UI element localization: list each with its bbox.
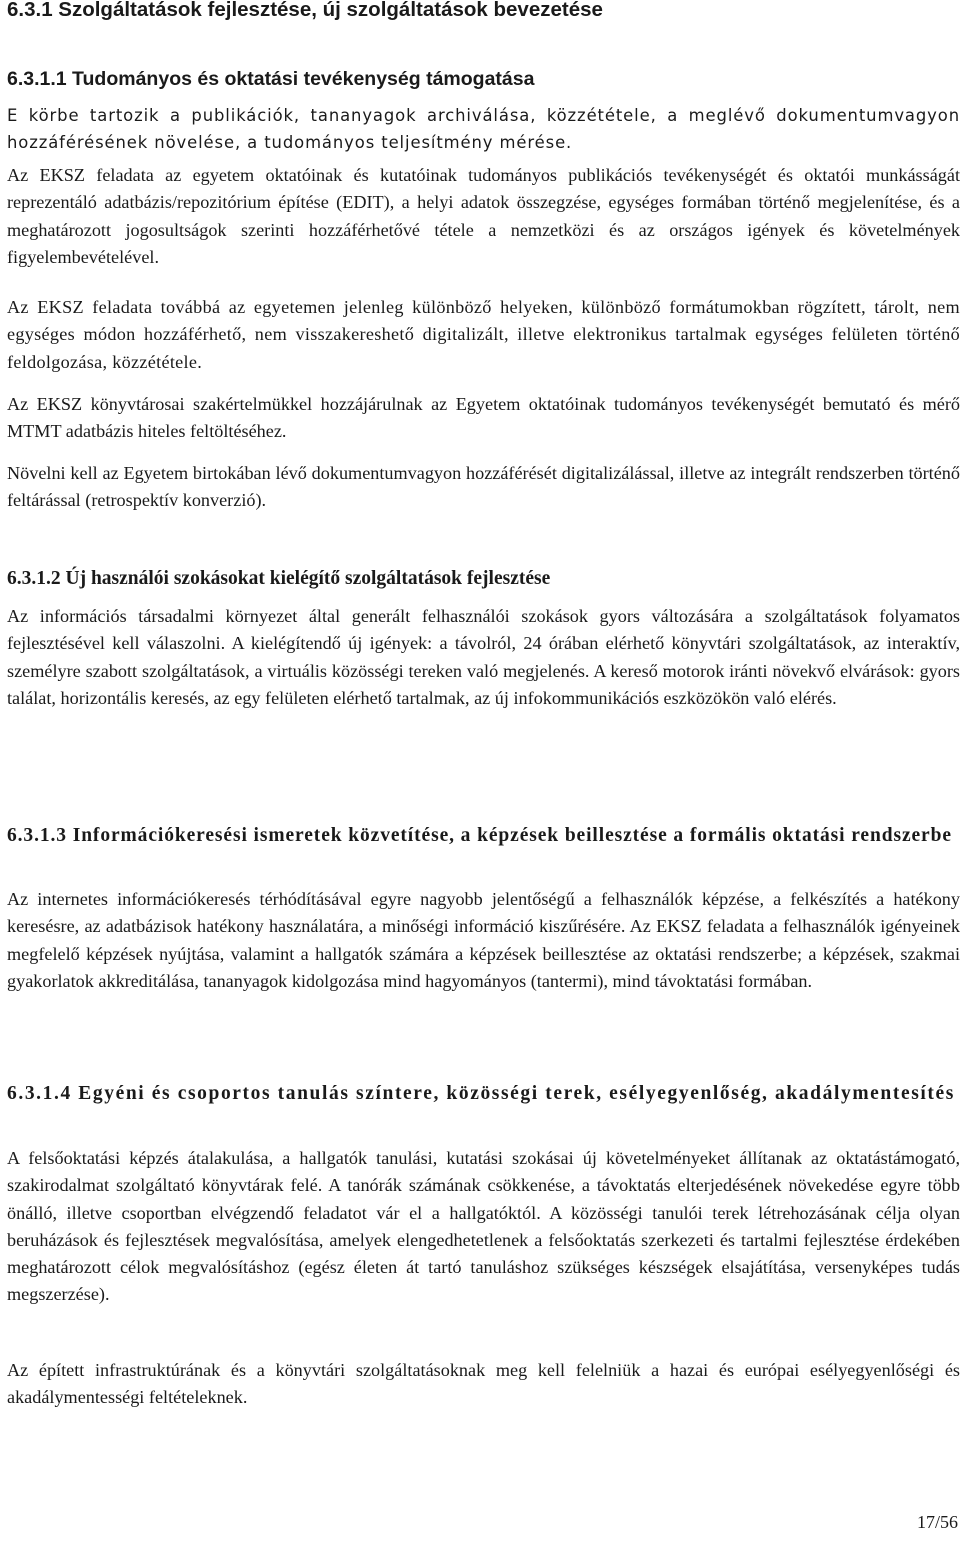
section-heading: 6.3.1 Szolgáltatások fejlesztése, új szolgáltatások bevezetése — [7, 0, 603, 21]
paragraph-4-1: A felsőoktatási képzés átalakulása, a hallgatók tanulási, kutatási szokásai új követelményeket állítanak az oktatástámogató, szakirodalmat szolgáltató könyvtárak felé. A tanórák számának csökkenése, a távoktatás elterjedésének növekedése egyre több önálló, illetve csoportban elvégzendő feladatot vár el a hallgatóktól. A közösségi tanulói terek létrehozásának célja olyan beruházások és fejlesztések megvalósítása, amelyek elengedhetetlenek a felsőoktatás szerkezeti és tartalmi fejlesztése érdekében meghatározott célok megvalósításhoz (egész életen át tartó tanuláshoz szükséges készségek elsajátítása, versenyképes tudás megszerzése). — [7, 1148, 960, 1305]
paragraph-1-5: Növelni kell az Egyetem birtokában lévő dokumentumvagyon hozzáférését digitalizálással, illetve az integrált rendszerben történő feltárással (retrospektív konverzió). — [7, 463, 960, 511]
subsection-heading-3: 6.3.1.3 Információkeresési ismeretek közvetítése, a képzések beillesztése a formális oktatási rendszerbe — [7, 825, 952, 846]
paragraph-1-1: E körbe tartozik a publikációk, tananyagok archiválása, közzététele, a meglévő dokumentumvagyon hozzáférésének növelése, a tudományos teljesítmény mérése. — [7, 106, 960, 152]
subsection-heading-4: 6.3.1.4 Egyéni és csoportos tanulás színtere, közösségi terek, esélyegyenlőség, akadálymentesítés — [7, 1083, 955, 1104]
paragraph-4-2: Az épített infrastruktúrának és a könyvtári szolgáltatásoknak meg kell felelniük a hazai és európai esélyegyenlőségi és akadálymentességi feltételeknek. — [7, 1360, 960, 1408]
subsection-heading-1: 6.3.1.1 Tudományos és oktatási tevékenység támogatása — [7, 68, 535, 90]
page-number: 17/56 — [916, 1512, 958, 1532]
subsection-heading-2: 6.3.1.2 Új használói szokásokat kielégítő szolgáltatások fejlesztése — [7, 568, 551, 589]
paragraph-1-2: Az EKSZ feladata az egyetem oktatóinak és kutatóinak tudományos publikációs tevékenységét és oktatói munkásságát reprezentáló adatbázis/repozitórium építése (EDIT), a helyi adatok összegzése, egységes formában történő megjelenítése, és a meghatározott jogosultságok szerinti hozzáférhetővé tétele a nemzetközi és az országos igények és követelmények figyelembevételével. — [7, 165, 960, 267]
paragraph-2-1: Az információs társadalmi környezet által generált felhasználói szokások gyors változására a szolgáltatások folyamatos fejlesztésével kell válaszolni. A kielégítendő új igények: a távolról, 24 órában elérhető könyvtári szolgáltatások, az interaktív, személyre szabott szolgáltatások, a virtuális közösségi tereken való megjelenés. A kereső motorok iránti növekvő elvárások: gyors találat, horizontális keresés, az egy felületen elérhető tartalmak, az új infokommunikációs eszközökön való elérés. — [7, 606, 960, 708]
paragraph-3-1: Az internetes információkeresés térhódításával egyre nagyobb jelentőségű a felhasználók képzése, a felkészítés a hatékony keresésre, az adatbázisok hatékony használatára, a minőségi információ kiszűrésére. Az EKSZ feladata a felhasználók igényeinek megfelelő képzések nyújtása, valamint a hallgatók számára a képzések beillesztése az oktatási rendszerbe; a képzések, szakmai gyakorlatok akkreditálása, tananyagok kidolgozása mind hagyományos (tantermi), mind távoktatási formában. — [7, 889, 960, 991]
paragraph-1-3: Az EKSZ feladata továbbá az egyetemen jelenleg különböző helyeken, különböző formátumokban rögzített, tárolt, nem egységes módon hozzáférhető, nem visszakereshető digitalizált, illetve elektronikus tartalmak egységes felületen történő feldolgozása, közzététele. — [7, 297, 960, 372]
paragraph-1-4: Az EKSZ könyvtárosai szakértelmükkel hozzájárulnak az Egyetem oktatóinak tudományos tevékenységét bemutató és mérő MTMT adatbázis hiteles feltöltéséhez. — [7, 394, 960, 442]
